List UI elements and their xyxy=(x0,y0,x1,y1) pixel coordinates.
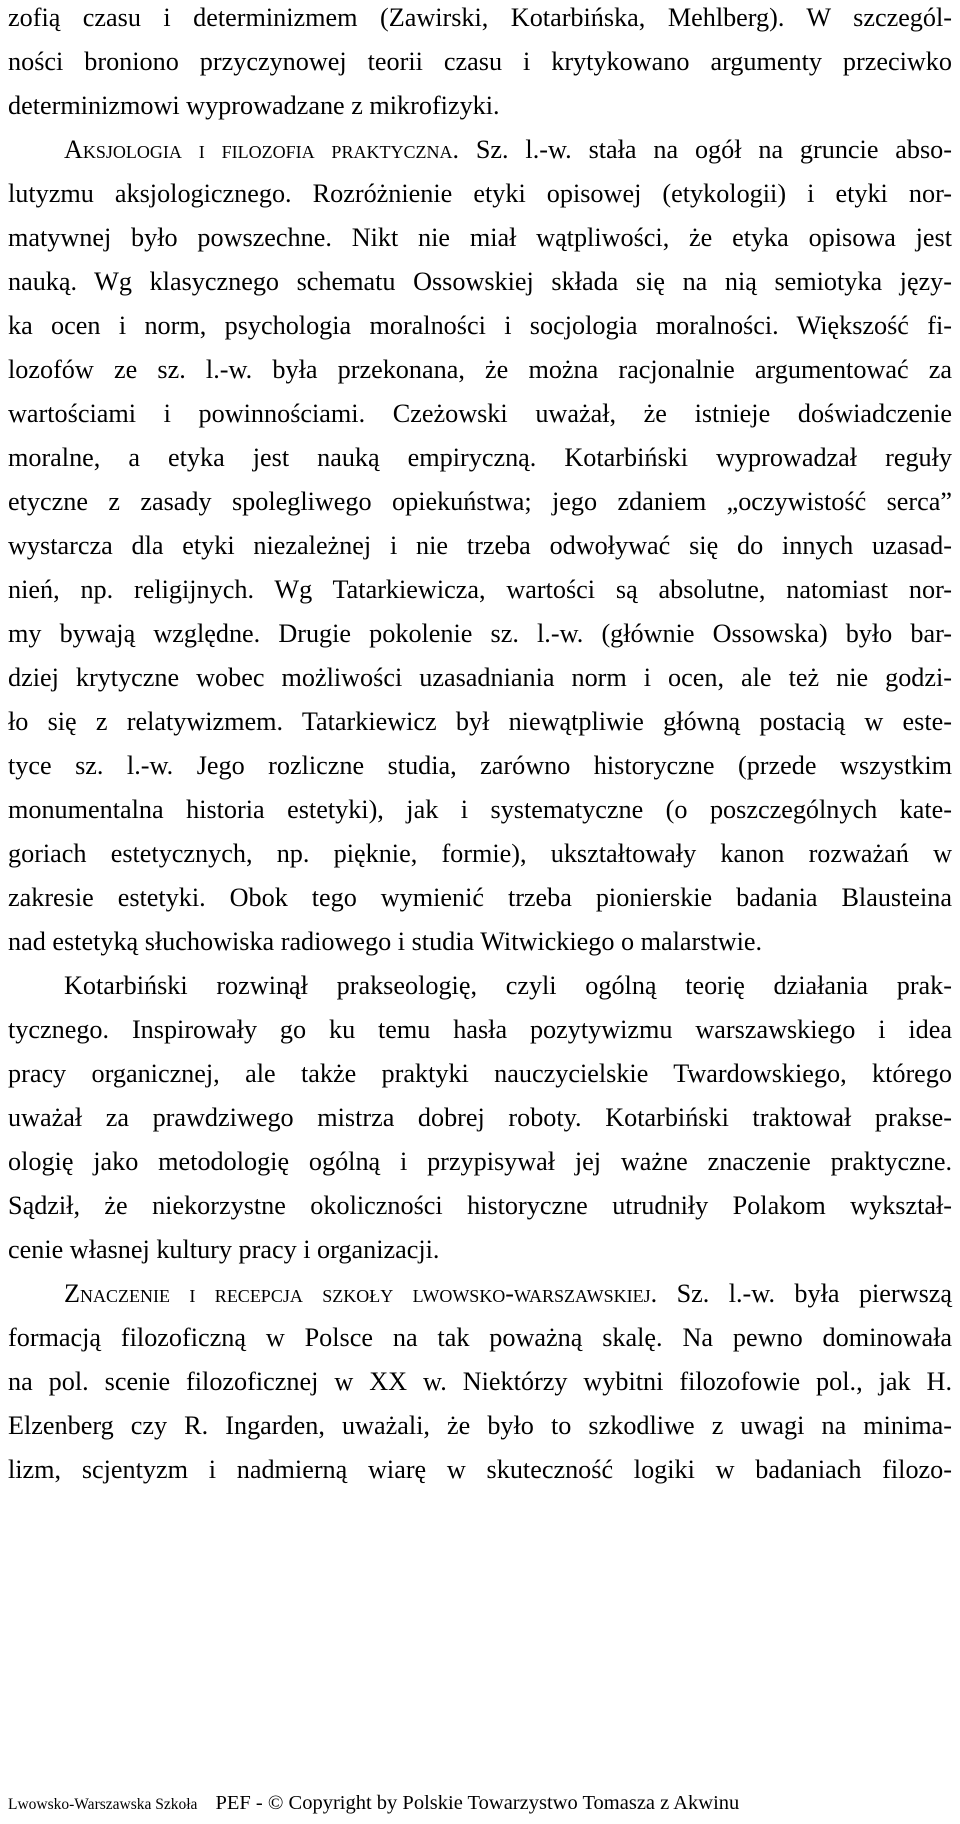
footer-entry-title: Lwowsko-Warszawska Szkoła xyxy=(8,1796,198,1813)
text-line: etyczne z zasady spolegliwego opiekuństwa; jego zdaniem „oczywistość serca” xyxy=(8,487,952,516)
text-line: tycznego. Inspirowały go ku temu hasła pozytywizmu warszawskiego i idea xyxy=(8,1015,952,1044)
text-line: moralne, a etyka jest nauką empiryczną. Kotarbiński wyprowadzał reguły xyxy=(8,443,952,472)
section-line-reception xyxy=(8,1270,952,1318)
text-line: matywnej było powszechne. Nikt nie miał wątpliwości, że etyka opisowa jest xyxy=(8,223,952,252)
text-line: wartościami i powinnościami. Czeżowski uważał, że istnieje doświadczenie xyxy=(8,399,952,428)
text-line: lozofów ze sz. l.-w. była przekonana, że można racjonalnie argumentować za xyxy=(8,355,952,384)
page-footer xyxy=(8,1786,952,1820)
footer-copyright: PEF - © Copyright by Polskie Towarzystwo Tomasza z Akwinu xyxy=(215,1792,740,1814)
text-line: lutyzmu aksjologicznego. Rozróżnienie etyki opisowej (etykologii) i etyki nor- xyxy=(8,179,952,208)
section-heading-reception: Znaczenie i recepcja szkoły lwowsko-warszawskiej. xyxy=(64,1279,658,1308)
text-line: Sądził, że niekorzystne okoliczności historyczne utrudniły Polakom wykształ- xyxy=(8,1191,952,1220)
text-line: monumentalna historia estetyki), jak i systematyczne (o poszczególnych kate- xyxy=(8,795,952,824)
text-line: nień, np. religijnych. Wg Tatarkiewicza, wartości są absolutne, natomiast nor- xyxy=(8,575,952,604)
text-span: Sz. l.-w. stała na ogół na gruncie abso- xyxy=(475,135,953,164)
text-line: dziej krytyczne wobec możliwości uzasadniania norm i ocen, ale też nie godzi- xyxy=(8,663,952,692)
text-line: cenie własnej kultury pracy i organizacji. xyxy=(8,1235,440,1264)
text-line: my bywają względne. Drugie pokolenie sz. l.-w. (głównie Ossowska) było bar- xyxy=(8,619,952,648)
text-line: determinizmowi wyprowadzane z mikrofizyki. xyxy=(8,91,500,120)
text-line: goriach estetycznych, np. pięknie, formie), ukształtowały kanon rozważań w xyxy=(8,839,952,868)
text-line: uważał za prawdziwego mistrza dobrej roboty. Kotarbiński traktował prakse- xyxy=(8,1103,952,1132)
section-line-axiology xyxy=(8,126,952,174)
text-line: ka ocen i norm, psychologia moralności i socjologia moralności. Większość fi- xyxy=(8,311,952,340)
text-line: Kotarbiński rozwinął prakseologię, czyli ogólną teorię działania prak- xyxy=(64,971,952,1000)
text-line: Elzenberg czy R. Ingarden, uważali, że było to szkodliwe z uwagi na minima- xyxy=(8,1411,952,1440)
text-line: formacją filozoficzną w Polsce na tak poważną skalę. Na pewno dominowała xyxy=(8,1323,952,1352)
text-line: nad estetyką słuchowiska radiowego i studia Witwickiego o malarstwie. xyxy=(8,927,763,956)
text-line: pracy organicznej, ale także praktyki nauczycielskie Twardowskiego, którego xyxy=(8,1059,952,1088)
text-line: zakresie estetyki. Obok tego wymienić trzeba pionierskie badania Blausteina xyxy=(8,883,952,912)
text-span: Sz. l.-w. była pierwszą xyxy=(676,1279,953,1308)
text-line: tyce sz. l.-w. Jego rozliczne studia, zarówno historyczne (przede wszystkim xyxy=(8,751,952,780)
text-line: ności broniono przyczynowej teorii czasu i krytykowano argumenty przeciwko xyxy=(8,47,952,76)
text-line: nauką. Wg klasycznego schematu Ossowskiej składa się na nią semiotyka języ- xyxy=(8,267,952,296)
text-line: ologię jako metodologię ogólną i przypisywał jej ważne znaczenie praktyczne. xyxy=(8,1147,952,1176)
text-line: na pol. scenie filozoficznej w XX w. Niektórzy wybitni filozofowie pol., jak H. xyxy=(8,1367,952,1396)
text-line: wystarcza dla etyki niezależnej i nie trzeba odwoływać się do innych uzasad- xyxy=(8,531,952,560)
text-line: zofią czasu i determinizmem (Zawirski, Kotarbińska, Mehlberg). W szczegól- xyxy=(8,3,952,32)
section-heading-axiology: Aksjologia i filozofia praktyczna. xyxy=(64,135,459,164)
text-line: lizm, scjentyzm i nadmierną wiarę w skuteczność logiki w badaniach filozo- xyxy=(8,1455,952,1484)
text-line: ło się z relatywizmem. Tatarkiewicz był niewątpliwie główną postacią w este- xyxy=(8,707,952,736)
